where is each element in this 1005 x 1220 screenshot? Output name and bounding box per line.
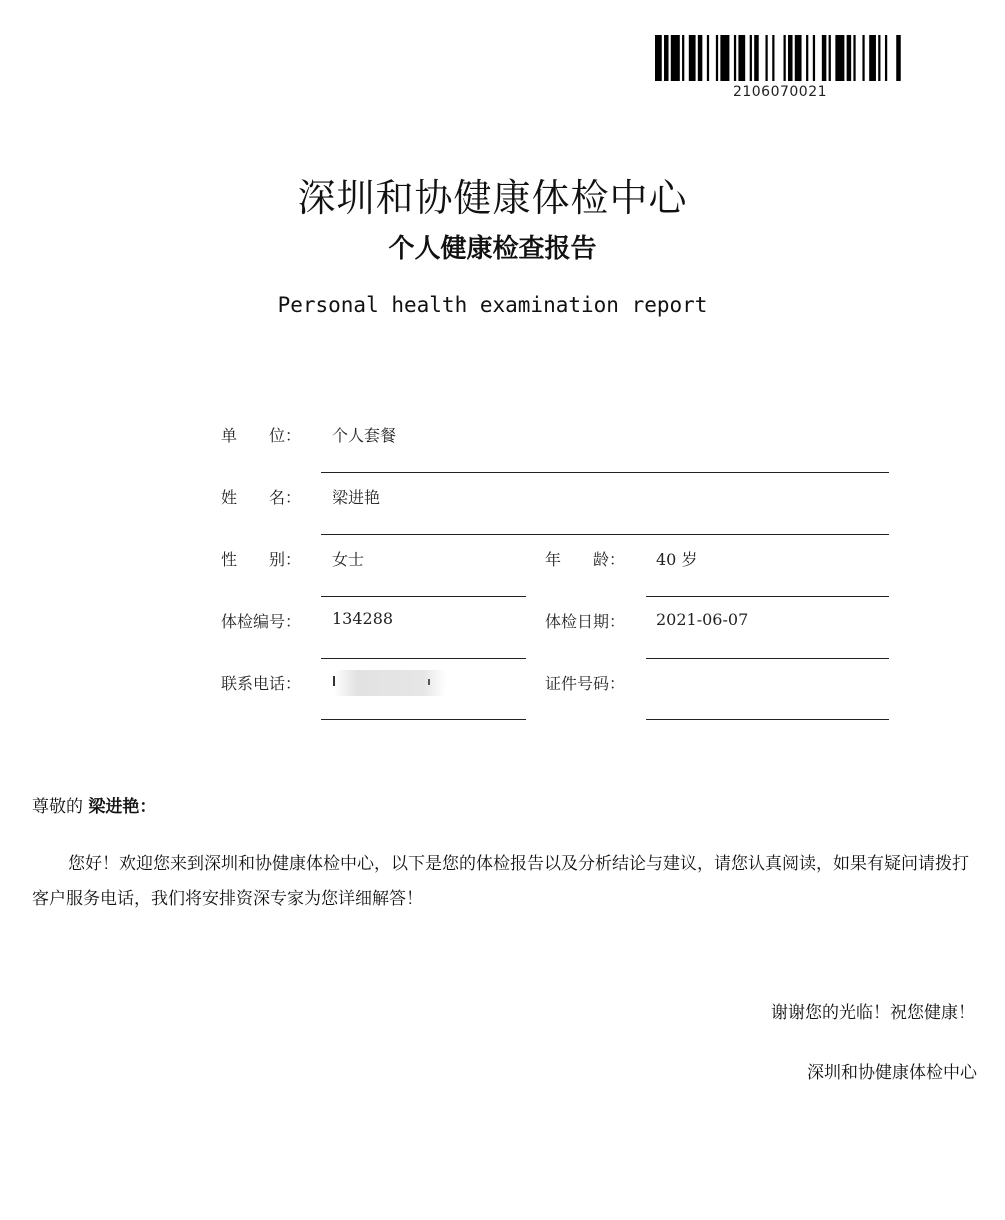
exam-no-label: 体检编号：: [221, 612, 302, 631]
unit-value: 个人套餐: [332, 426, 397, 445]
gender-label: 性 别：: [221, 550, 302, 569]
greeting: [32, 792, 156, 817]
gender-value: 女士: [332, 550, 365, 569]
name-value: 梁进艳: [332, 488, 381, 507]
report-title-cn: 个人健康检查报告: [388, 234, 597, 264]
id-no-label: 证件号码：: [545, 674, 626, 693]
signature: 深圳和协健康体检中心: [807, 1063, 977, 1083]
letter-body: 您好！欢迎您来到深圳和协健康体检中心，以下是您的体检报告以及分析结论与建议，请您认真阅读，如果有疑问请拨打客户服务电话，我们将安排资深专家为您详细解答！: [32, 854, 969, 909]
phone-label: 联系电话：: [221, 674, 302, 693]
age-value: 40 岁: [656, 550, 698, 569]
phone-underline: [321, 719, 526, 720]
phone-redaction-edge: [428, 679, 430, 685]
age-label: 年 龄：: [545, 550, 626, 569]
org-title: 深圳和协健康体检中心: [297, 176, 688, 220]
exam-date-value: 2021-06-07: [656, 610, 749, 629]
barcode-number: 2106070021: [732, 84, 828, 100]
unit-label: 单 位：: [221, 426, 302, 445]
age-underline: [646, 596, 889, 597]
recipient-name: 梁进艳：: [88, 797, 157, 817]
exam-no-underline: [321, 658, 526, 659]
name-label: 姓 名：: [221, 488, 302, 507]
exam-date-label: 体检日期：: [545, 612, 626, 631]
closing-thanks: 谢谢您的光临！祝您健康！: [771, 1003, 975, 1023]
exam-no-value: 134288: [332, 609, 394, 628]
report-title-en: Personal health examination report: [277, 293, 708, 317]
id-no-underline: [646, 719, 889, 720]
unit-underline: [321, 472, 889, 473]
exam-date-underline: [646, 658, 889, 659]
salutation: 尊敬的: [32, 797, 83, 817]
gender-underline: [321, 596, 526, 597]
barcode-image: [655, 35, 903, 81]
name-underline: [321, 534, 889, 535]
phone-redaction-edge: [333, 676, 335, 686]
